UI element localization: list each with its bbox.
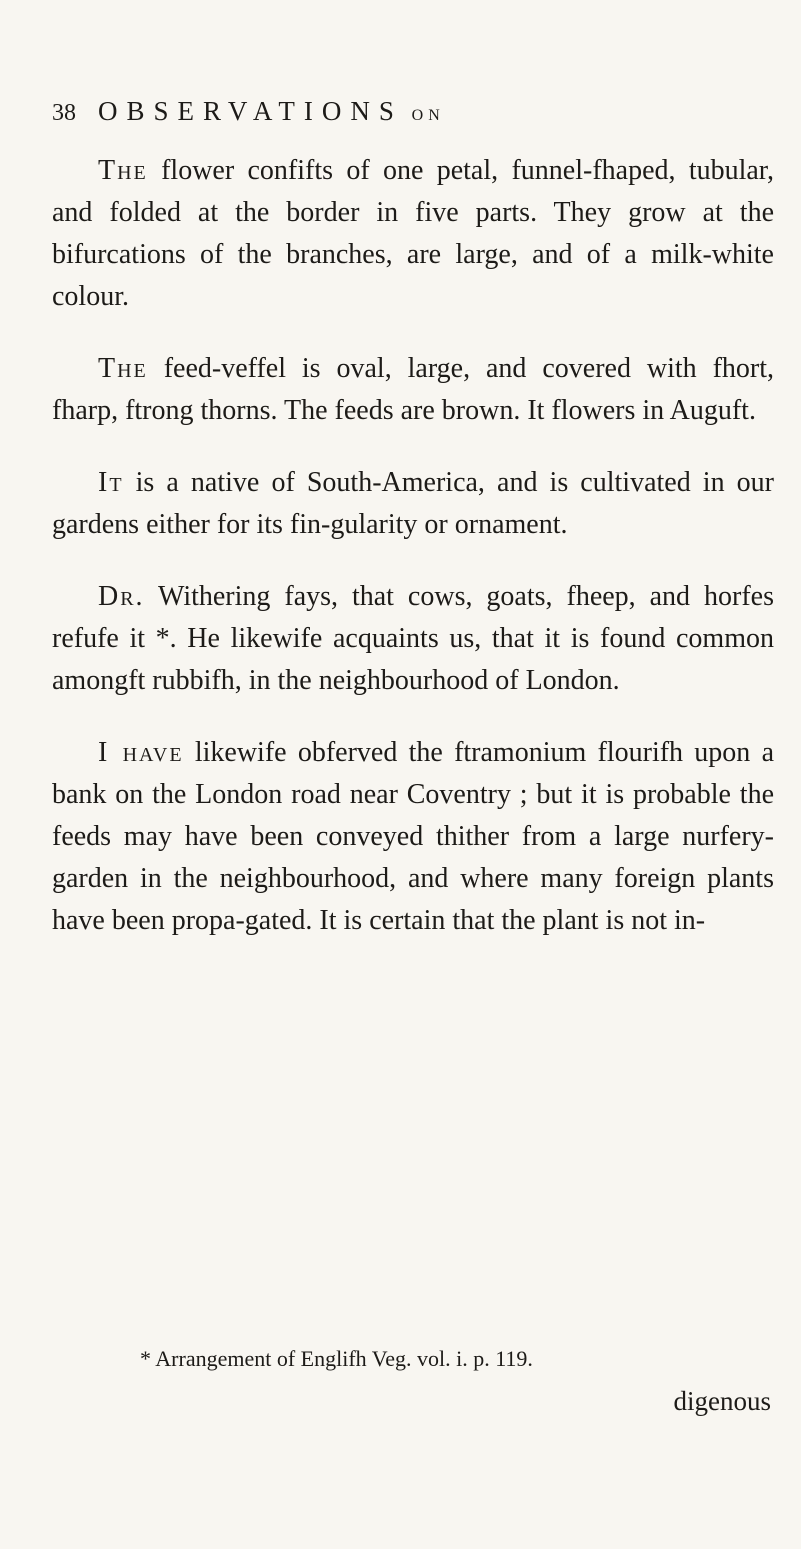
- paragraph-lead-word: It: [98, 467, 124, 498]
- footnote: * Arrangement of Englifh Veg. vol. i. p. 119.: [140, 1346, 533, 1371]
- paragraph-text: is a native of South-America, and is cultivated in our gardens either for its fin-gularity or ornament.: [52, 467, 774, 540]
- running-header: [52, 96, 445, 127]
- paragraph-text: feed-veffel is oval, large, and covered with fhort, fharp, ftrong thorns. The feeds are brown. It flowers in Auguft.: [52, 353, 774, 426]
- paragraph-flower: [52, 150, 774, 318]
- paragraph-lead-word: I have: [98, 737, 184, 768]
- paragraph-withering: [52, 576, 774, 702]
- paragraph-observed: [52, 732, 774, 942]
- page-number: 38: [52, 100, 76, 126]
- paragraph-seed-vessel: [52, 348, 774, 432]
- paragraph-text: flower confifts of one petal, funnel-fhaped, tubular, and folded at the border in five parts. They grow at the bifurcations of the branches, are large, and of a milk-white colour.: [52, 155, 775, 312]
- running-title: OBSERVATIONS: [98, 96, 403, 126]
- paragraph-lead-word: Dr.: [98, 581, 145, 612]
- paragraph-native: [52, 462, 774, 546]
- paragraph-text: likewife obferved the ftramonium flourifh upon a bank on the London road near Coventry ; but it is probable the feeds may have been conveyed thither from a large nurfery-garden in the neighbourhood, and where many foreign plants have been propa-gated. It is certain that the plant is not in-: [52, 737, 774, 936]
- paragraph-lead-word: The: [98, 353, 148, 384]
- paragraph-text: Withering fays, that cows, goats, fheep, and horfes refufe it *. He likewife acquaints us, that it is found common amongft rubbifh, in the neighbourhood of London.: [52, 581, 774, 696]
- running-title-tail: ON: [411, 107, 445, 124]
- body-text: [52, 150, 774, 972]
- paragraph-lead-word: The: [98, 155, 148, 186]
- catchword: digenous: [673, 1386, 771, 1416]
